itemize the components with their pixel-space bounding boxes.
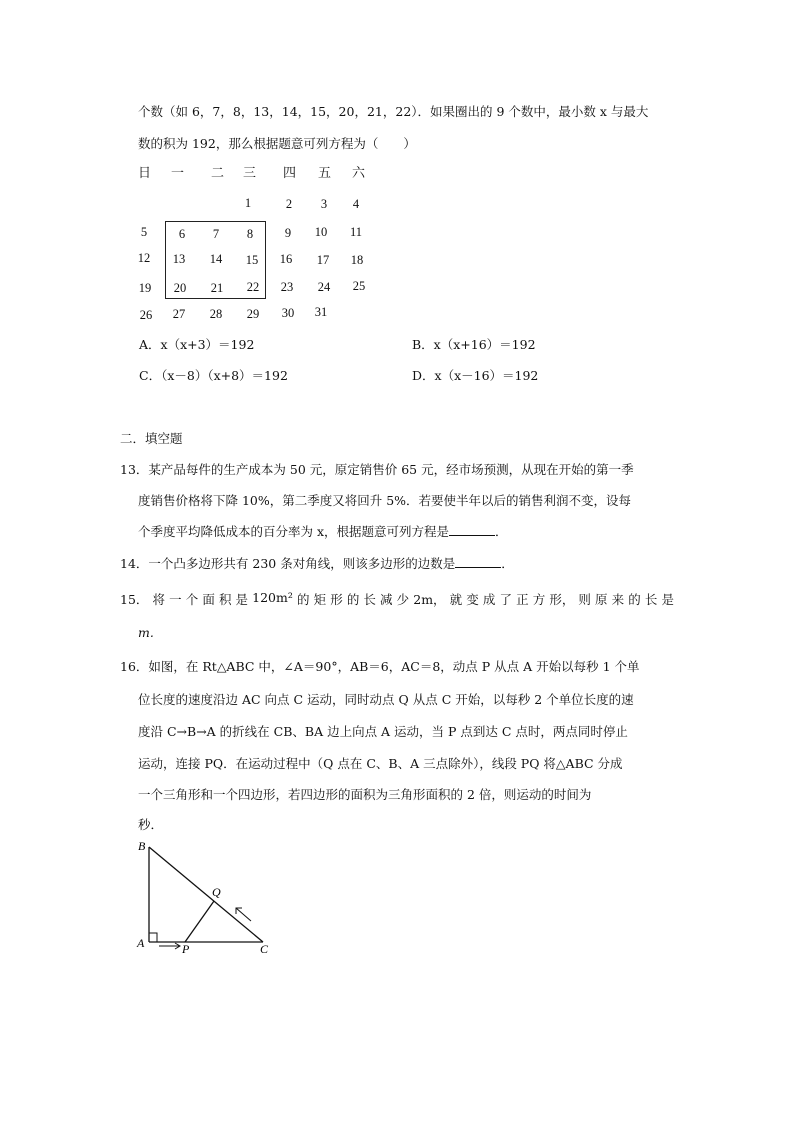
calendar-cell: 5 bbox=[140, 225, 148, 239]
weekday-mon: 一 bbox=[171, 166, 185, 181]
q16-line1: 16．如图，在 Rt△ABC 中，∠A＝90°，AB＝6，AC＝8，动点 P 从点 A 开始以每秒 1 个单 bbox=[120, 659, 640, 674]
weekday-sun: 日 bbox=[138, 166, 152, 181]
q14-end: ． bbox=[501, 556, 514, 571]
q15-token: 将 bbox=[152, 592, 166, 607]
calendar-selection-box bbox=[165, 221, 266, 299]
q13-line3-text: 个季度平均降低成本的百分率为 x，根据题意可列方程是 bbox=[138, 524, 450, 539]
q14-line bbox=[120, 554, 514, 572]
arrow-q-shaft bbox=[236, 908, 251, 921]
calendar-cell: 29 bbox=[246, 307, 260, 321]
q13-line3 bbox=[138, 522, 508, 540]
calendar-cell: 9 bbox=[284, 226, 292, 240]
calendar-cell: 7 bbox=[212, 227, 220, 241]
q15-token: 形， bbox=[549, 592, 575, 607]
calendar-cell: 18 bbox=[350, 253, 364, 267]
weekday-thu: 四 bbox=[283, 166, 297, 181]
q15-token: 的 bbox=[346, 592, 360, 607]
calendar-cell: 25 bbox=[352, 279, 366, 293]
label-a: A bbox=[137, 936, 145, 950]
q15-token: 形 bbox=[330, 592, 343, 607]
q16-line4: 运动，连接 PQ．在运动过程中（Q 点在 C、B、A 三点除外），线段 PQ 将△ABC 分成 bbox=[138, 756, 623, 771]
q14-text: 14．一个凸多边形共有 230 条对角线，则该多边形的边数是 bbox=[120, 556, 456, 571]
calendar-cell: 1 bbox=[244, 196, 252, 210]
q12-line1: 个数（如 6，7，8，13，14，15，20，21，22）．如果圈出的 9 个数中，最小数 x 与最大 bbox=[138, 104, 649, 119]
calendar-cell: 17 bbox=[316, 253, 330, 267]
q15-token: 面 bbox=[202, 592, 215, 607]
q15-token: 积 bbox=[218, 592, 232, 607]
q15-token: 原 bbox=[595, 592, 608, 607]
q15-token: 的 bbox=[628, 592, 641, 607]
calendar-cell: 30 bbox=[281, 306, 295, 320]
q15-token: 就 bbox=[449, 592, 463, 607]
option-c: C．（x－8）（x+8）＝192 bbox=[139, 368, 288, 383]
section-heading: 二．填空题 bbox=[120, 431, 183, 446]
q15-token: 来 bbox=[611, 592, 625, 607]
calendar-cell: 14 bbox=[209, 252, 223, 266]
calendar-cell: 20 bbox=[173, 281, 187, 295]
q15-token: 2m， bbox=[413, 592, 446, 607]
calendar-cell: 4 bbox=[352, 197, 360, 211]
calendar-cell: 12 bbox=[137, 251, 151, 265]
q15-token: 是 bbox=[235, 592, 249, 607]
q16-line2: 位长度的速度沿边 AC 向点 C 运动，同时动点 Q 从点 C 开始，以每秒 2 个单位长度的速 bbox=[138, 692, 634, 707]
q15-line1 bbox=[120, 590, 674, 608]
calendar-cell: 11 bbox=[349, 225, 363, 239]
q15-token: 成 bbox=[482, 592, 496, 607]
calendar-cell: 15 bbox=[245, 253, 259, 267]
weekday-wed: 三 bbox=[243, 166, 257, 181]
calendar-cell: 2 bbox=[285, 197, 293, 211]
q15-token: 的 bbox=[296, 592, 310, 607]
q15-token: 正 bbox=[516, 592, 529, 607]
q15-token: 是 bbox=[661, 592, 674, 607]
segment-pq bbox=[185, 901, 214, 942]
q15-token: 少 bbox=[396, 592, 410, 607]
q15-token: 了 bbox=[499, 592, 512, 607]
side-bc bbox=[149, 847, 263, 942]
triangle-figure bbox=[130, 835, 290, 960]
q13-line2: 度销售价格将下降 10%，第二季度又将回升 5%．若要使半年以后的销售利润不变，设每 bbox=[138, 493, 632, 508]
calendar-cell: 22 bbox=[246, 280, 260, 294]
option-d: D．x（x－16）＝192 bbox=[412, 368, 539, 383]
calendar-cell: 24 bbox=[317, 280, 331, 294]
calendar-cell: 23 bbox=[280, 280, 294, 294]
label-c: C bbox=[260, 942, 269, 956]
label-p: P bbox=[182, 942, 190, 956]
q15-token: 长 bbox=[644, 592, 658, 607]
q15-token: 则 bbox=[578, 592, 591, 607]
q15-line2: m. bbox=[138, 625, 154, 640]
label-b: B bbox=[138, 839, 146, 853]
q13-line1: 13．某产品每件的生产成本为 50 元，原定销售价 65 元，经市场预测，从现在开始的第一季 bbox=[120, 462, 634, 477]
q16-line6: 秒． bbox=[138, 817, 164, 832]
calendar-cell: 6 bbox=[178, 227, 186, 241]
calendar-cell: 28 bbox=[209, 307, 223, 321]
option-a: A．x（x+3）＝192 bbox=[139, 337, 255, 352]
weekday-sat: 六 bbox=[352, 166, 366, 181]
calendar-cell: 31 bbox=[314, 305, 328, 319]
calendar-cell: 21 bbox=[210, 281, 224, 295]
calendar-cell: 13 bbox=[172, 252, 186, 266]
calendar-cell: 26 bbox=[139, 308, 153, 322]
q15-token: 减 bbox=[380, 592, 393, 607]
calendar-cell: 19 bbox=[138, 281, 152, 295]
label-q: Q bbox=[212, 885, 221, 899]
q12-line2: 数的积为 192，那么根据题意可列方程为（ ） bbox=[138, 136, 416, 151]
weekday-tue: 二 bbox=[211, 166, 225, 181]
calendar-cell: 27 bbox=[172, 307, 186, 321]
calendar-cell: 3 bbox=[320, 197, 328, 211]
q13-answer-blank[interactable] bbox=[449, 523, 495, 536]
q15-token: 长 bbox=[363, 592, 376, 607]
calendar-cell: 10 bbox=[314, 225, 328, 239]
q15-token: 变 bbox=[466, 592, 479, 607]
calendar-cell: 16 bbox=[279, 252, 293, 266]
q16-line3: 度沿 C→B→A 的折线在 CB、BA 边上向点 A 运动，当 P 点到达 C 点时，两点同时停止 bbox=[138, 724, 628, 739]
calendar-cell: 8 bbox=[246, 227, 254, 241]
q13-line3-end: ． bbox=[495, 524, 508, 539]
q15-token: 15． bbox=[120, 592, 149, 607]
right-angle-mark bbox=[149, 933, 157, 942]
q15-token: 个 bbox=[185, 592, 199, 607]
q15-token: 矩 bbox=[313, 592, 327, 607]
weekday-fri: 五 bbox=[318, 166, 332, 181]
q14-answer-blank[interactable] bbox=[455, 555, 501, 568]
q15-token: 一 bbox=[169, 592, 182, 607]
q16-line5: 一个三角形和一个四边形，若四边形的面积为三角形面积的 2 倍，则运动的时间为 bbox=[138, 787, 592, 802]
option-b: B．x（x+16）＝192 bbox=[412, 337, 536, 352]
q15-token: 方 bbox=[532, 592, 546, 607]
q15-token: 120m² bbox=[252, 590, 293, 605]
